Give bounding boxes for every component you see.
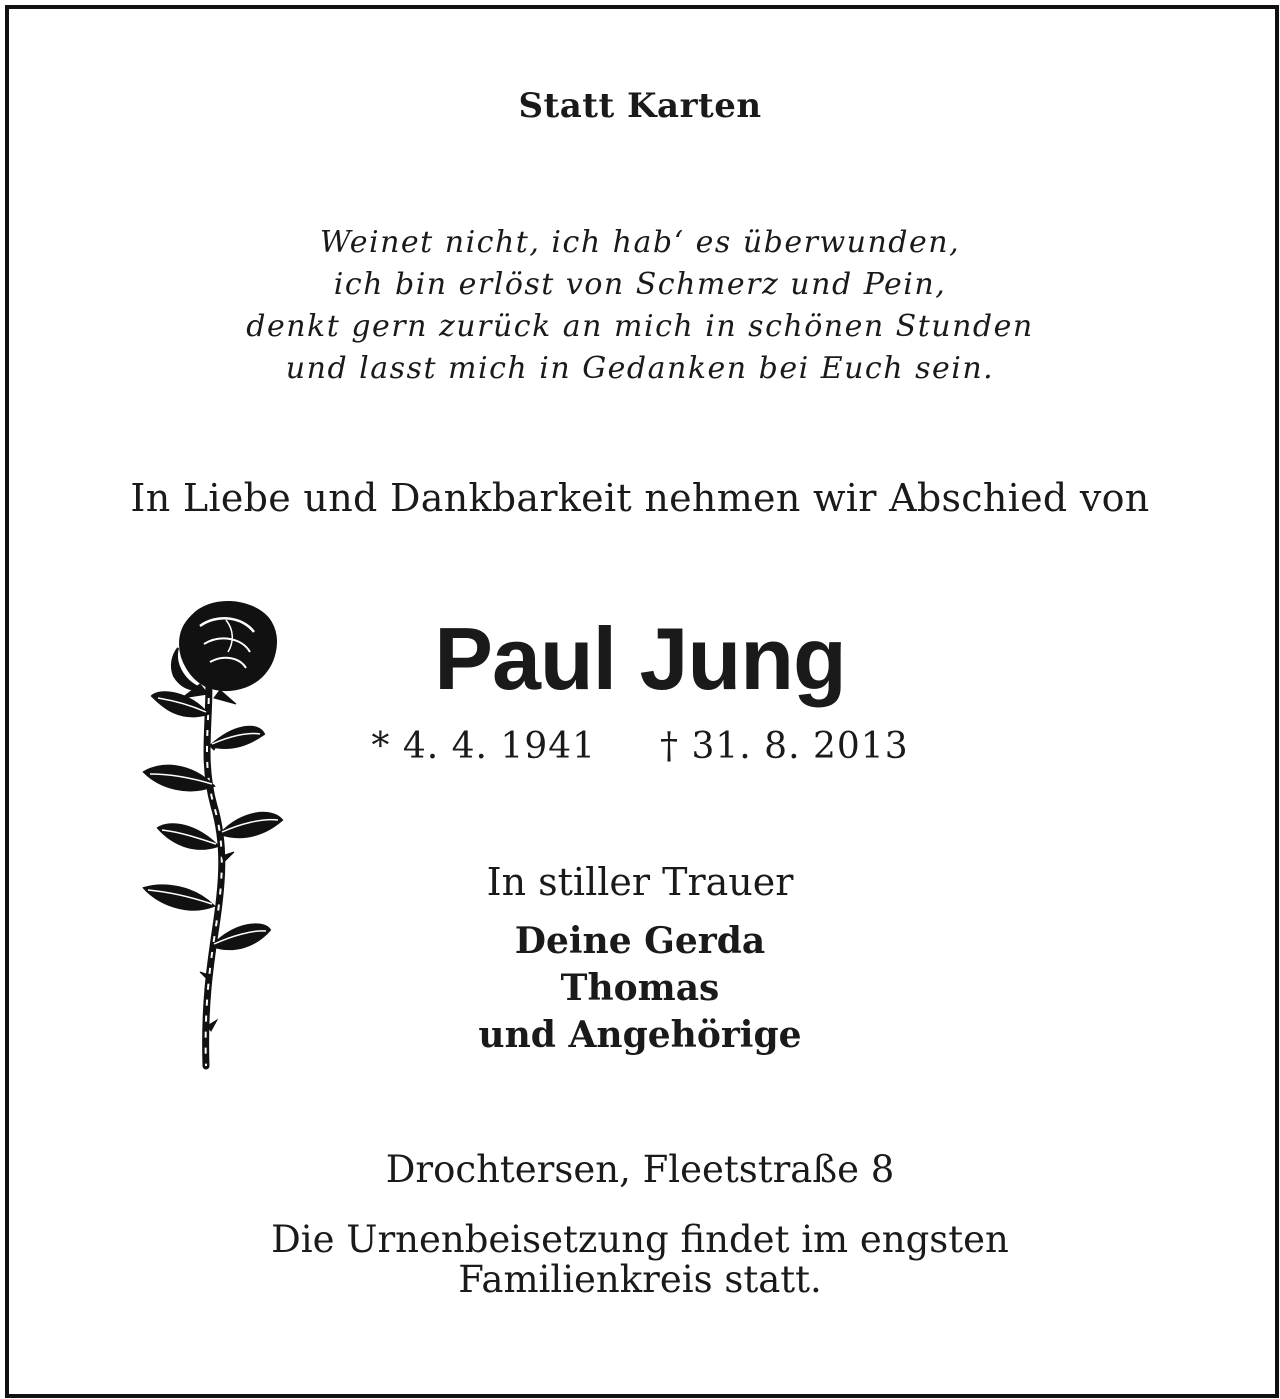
deceased-name: Paul Jung: [434, 609, 846, 708]
death-date: † 31. 8. 2013: [660, 726, 909, 767]
poem-line: und lasst mich in Gedanken bei Euch sein.: [285, 351, 995, 386]
birth-date: * 4. 4. 1941: [371, 726, 597, 767]
header-title: Statt Karten: [518, 86, 762, 126]
farewell-intro: In Liebe und Dankbarkeit nehmen wir Abschied von: [130, 476, 1150, 520]
address: Drochtersen, Fleetstraße 8: [385, 1148, 895, 1191]
burial-notice: [0, 1220, 1280, 1300]
poem-line: Weinet nicht, ich hab‘ es überwunden,: [319, 225, 961, 260]
poem-line: ich bin erlöst von Schmerz und Pein,: [333, 267, 947, 302]
mourner-name: Thomas: [560, 967, 720, 1009]
rose-icon: [130, 596, 290, 1076]
mourner-name: und Angehörige: [478, 1014, 802, 1056]
burial-line: Die Urnenbeisetzung findet im engsten: [271, 1218, 1009, 1261]
mourner-name: Deine Gerda: [514, 920, 766, 962]
mourning-title: In stiller Trauer: [486, 860, 794, 904]
poem: [0, 222, 1280, 390]
poem-line: denkt gern zurück an mich in schönen Stunden: [246, 309, 1034, 344]
burial-line: Familienkreis statt.: [458, 1258, 822, 1301]
